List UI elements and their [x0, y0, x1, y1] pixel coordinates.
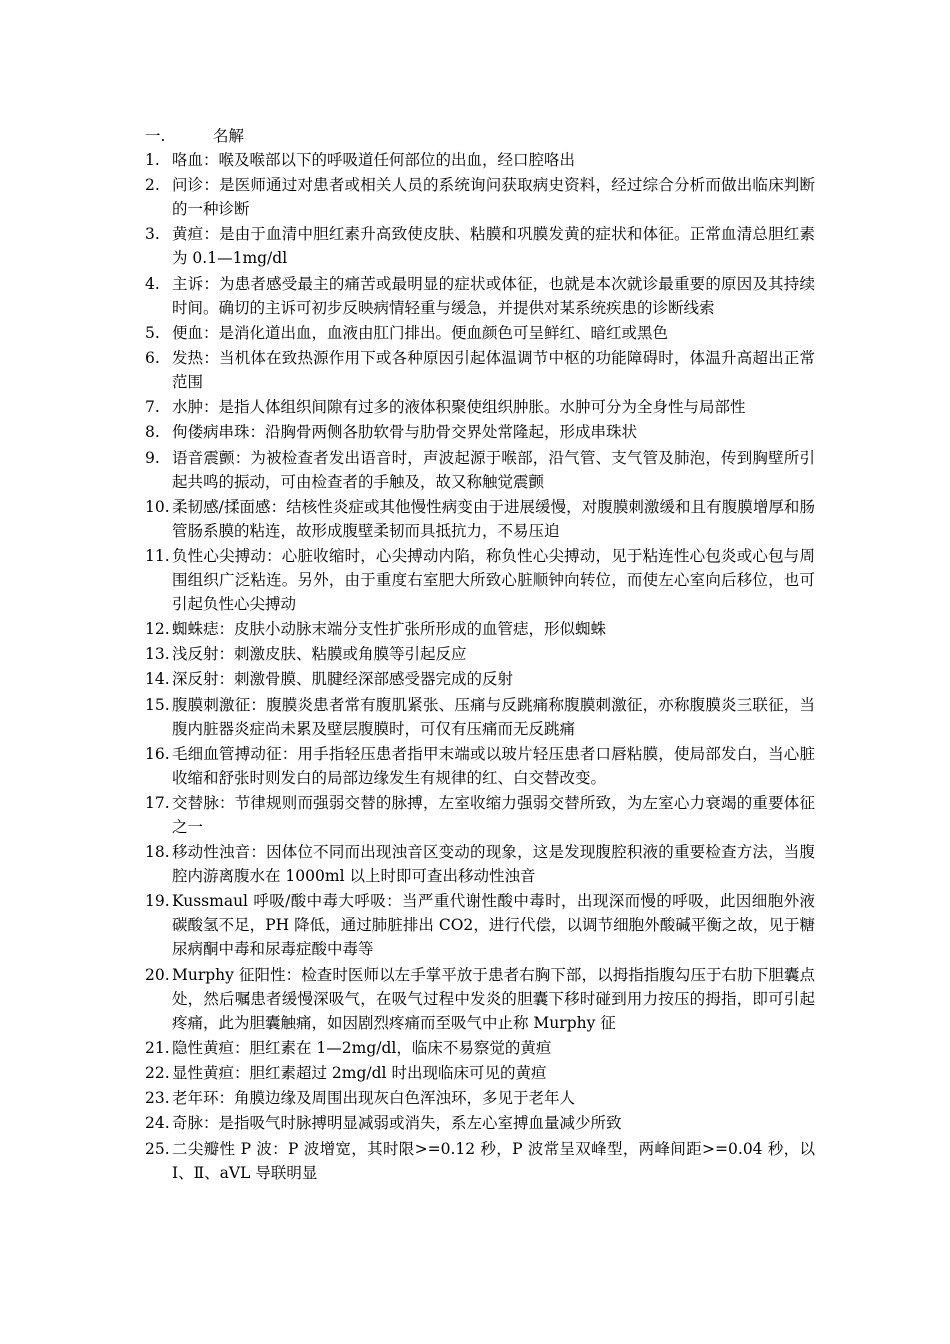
item-number: 6.	[145, 348, 160, 367]
list-item	[145, 742, 815, 790]
item-number: 15.	[145, 695, 170, 714]
item-text: 毛细血管搏动征：用手指轻压患者指甲末端或以玻片轻压患者口唇粘膜，使局部发白，当心脏收缩和舒张时则发白的局部边缘发生有规律的红、白交替改变。	[172, 744, 815, 787]
item-number: 14.	[145, 670, 170, 689]
item-number: 12.	[145, 620, 170, 639]
item-text: 深反射：刺激骨膜、肌腱经深部感受器完成的反射	[172, 670, 514, 689]
item-text: 显性黄疸：胆红素超过 2mg/dl 时出现临床可见的黄疸	[172, 1063, 547, 1082]
item-text: 问诊：是医师通过对患者或相关人员的系统询问获取病史资料，经过综合分析而做出临床判断的一种诊断	[172, 176, 815, 219]
item-number: 24.	[145, 1114, 170, 1133]
list-item	[145, 889, 815, 961]
item-number: 13.	[145, 645, 170, 664]
list-item	[145, 173, 815, 221]
list-item	[145, 272, 815, 320]
definitions-section	[145, 124, 815, 1186]
item-number: 7.	[145, 398, 160, 417]
list-item	[145, 222, 815, 270]
item-text: 浅反射：刺激皮肤、粘膜或角膜等引起反应	[172, 645, 467, 664]
item-number: 18.	[145, 843, 170, 862]
item-number: 16.	[145, 744, 170, 763]
item-text: 发热：当机体在致热源作用下或各种原因引起体温调节中枢的功能障碍时，体温升高超出正常范围	[172, 348, 815, 391]
item-text: Murphy 征阳性：检查时医师以左手掌平放于患者右胸下部，以拇指指腹勾压于右肋下胆囊点处，然后嘱患者缓慢深吸气，在吸气过程中发炎的胆囊下移时碰到用力按压的拇指，即可引起疼痛，此为胆囊触痛，如因剧烈疼痛而至吸气中止称 Murphy 征	[172, 965, 815, 1032]
list-item	[145, 495, 815, 543]
list-item	[145, 1137, 815, 1185]
list-item	[145, 346, 815, 394]
item-text: 负性心尖搏动：心脏收缩时，心尖搏动内陷，称负性心尖搏动，见于粘连性心包炎或心包与周围组织广泛粘连。另外，由于重度右室肥大所致心脏顺钟向转位，而使左心室向后移位，也可引起负性心尖搏动	[172, 546, 815, 613]
list-item	[145, 791, 815, 839]
list-item	[145, 544, 815, 616]
item-text: 腹膜刺激征：腹膜炎患者常有腹肌紧张、压痛与反跳痛称腹膜刺激征，亦称腹膜炎三联征，当腹内脏器炎症尚未累及壁层腹膜时，可仅有压痛而无反跳痛	[172, 695, 815, 738]
item-number: 1.	[145, 151, 160, 169]
item-text: 主诉：为患者感受最主的痛苦或最明显的症状或体征，也就是本次就诊最重要的原因及其持续时间。确切的主诉可初步反映病情轻重与缓急，并提供对某系统疾患的诊断线索	[172, 274, 815, 317]
list-item	[145, 321, 815, 345]
list-item	[145, 1036, 815, 1060]
definition-list	[145, 148, 815, 1185]
list-item	[145, 420, 815, 444]
list-item	[145, 446, 815, 494]
item-number: 25.	[145, 1139, 170, 1158]
item-text: 黄疸：是由于血清中胆红素升高致使皮肤、粘膜和巩膜发黄的症状和体征。正常血清总胆红素为 0.1—1mg/dl	[172, 225, 815, 268]
list-item	[145, 1111, 815, 1135]
list-item	[145, 1061, 815, 1085]
item-text: 语音震颤：为被检查者发出语音时，声波起源于喉部，沿气管、支气管及肺泡，传到胸壁所引起共鸣的振动，可由检查者的手触及，故又称触觉震颤	[172, 448, 815, 491]
item-text: 移动性浊音：因体位不同而出现浊音区变动的现象，这是发现腹腔积液的重要检查方法，当腹腔内游离腹水在 1000ml 以上时即可查出移动性浊音	[172, 843, 815, 886]
item-number: 10.	[145, 497, 170, 516]
item-number: 23.	[145, 1089, 170, 1108]
section-title: 名解	[213, 127, 245, 145]
item-text: 水肿：是指人体组织间隙有过多的液体积聚使组织肿胀。水肿可分为全身性与局部性	[172, 398, 746, 417]
list-item	[145, 395, 815, 419]
item-text: 便血：是消化道出血，血液由肛门排出。便血颜色可呈鲜红、暗红或黑色	[172, 323, 669, 342]
item-text: Kussmaul 呼吸/酸中毒大呼吸：当严重代谢性酸中毒时，出现深而慢的呼吸，此因细胞外液碳酸氢不足，PH 降低，通过肺脏排出 CO2，进行代偿，以调节细胞外酸碱平衡之故，见于糖尿病酮中毒和尿毒症酸中毒等	[172, 892, 815, 959]
item-number: 11.	[145, 546, 170, 565]
item-text: 老年环：角膜边缘及周围出现灰白色浑浊环，多见于老年人	[172, 1089, 576, 1108]
item-text: 隐性黄疸：胆红素在 1—2mg/dl，临床不易察觉的黄疸	[172, 1038, 552, 1057]
list-item	[145, 963, 815, 1035]
list-item	[145, 148, 815, 172]
list-item	[145, 642, 815, 666]
item-number: 20.	[145, 965, 170, 984]
item-number: 17.	[145, 794, 170, 812]
item-number: 5.	[145, 323, 160, 342]
item-text: 柔韧感/揉面感：结核性炎症或其他慢性病变由于进展缓慢，对腹膜刺激缓和且有腹膜增厚和肠管肠系膜的粘连，故形成腹壁柔韧而具抵抗力，不易压迫	[172, 497, 815, 540]
item-number: 4.	[145, 274, 160, 293]
list-item	[145, 1086, 815, 1110]
item-text: 蜘蛛痣：皮肤小动脉末端分支性扩张所形成的血管痣，形似蜘蛛	[172, 620, 607, 639]
section-heading	[145, 124, 815, 148]
item-number: 21.	[145, 1038, 170, 1057]
item-number: 9.	[145, 448, 160, 467]
item-text: 二尖瓣性 P 波：P 波增宽，其时限>=0.12 秒，P 波常呈双峰型，两峰间距>=0.04 秒，以Ⅰ、Ⅱ、aVL 导联明显	[172, 1139, 815, 1182]
section-number: 一.	[145, 127, 166, 145]
item-number: 8.	[145, 423, 160, 442]
item-number: 22.	[145, 1063, 170, 1082]
list-item	[145, 693, 815, 741]
item-number: 19.	[145, 892, 170, 911]
list-item	[145, 667, 815, 691]
item-text: 咯血：喉及喉部以下的呼吸道任何部位的出血，经口腔咯出	[172, 151, 576, 169]
item-number: 2.	[145, 176, 160, 195]
list-item	[145, 617, 815, 641]
list-item	[145, 840, 815, 888]
item-text: 佝偻病串珠：沿胸骨两侧各肋软骨与肋骨交界处常隆起，形成串珠状	[172, 423, 638, 442]
item-text: 交替脉：节律规则而强弱交替的脉搏，左室收缩力强弱交替所致，为左室心力衰竭的重要体征之一	[172, 794, 815, 836]
item-number: 3.	[145, 225, 160, 244]
item-text: 奇脉：是指吸气时脉搏明显减弱或消失，系左心室搏血量减少所致	[172, 1114, 622, 1133]
